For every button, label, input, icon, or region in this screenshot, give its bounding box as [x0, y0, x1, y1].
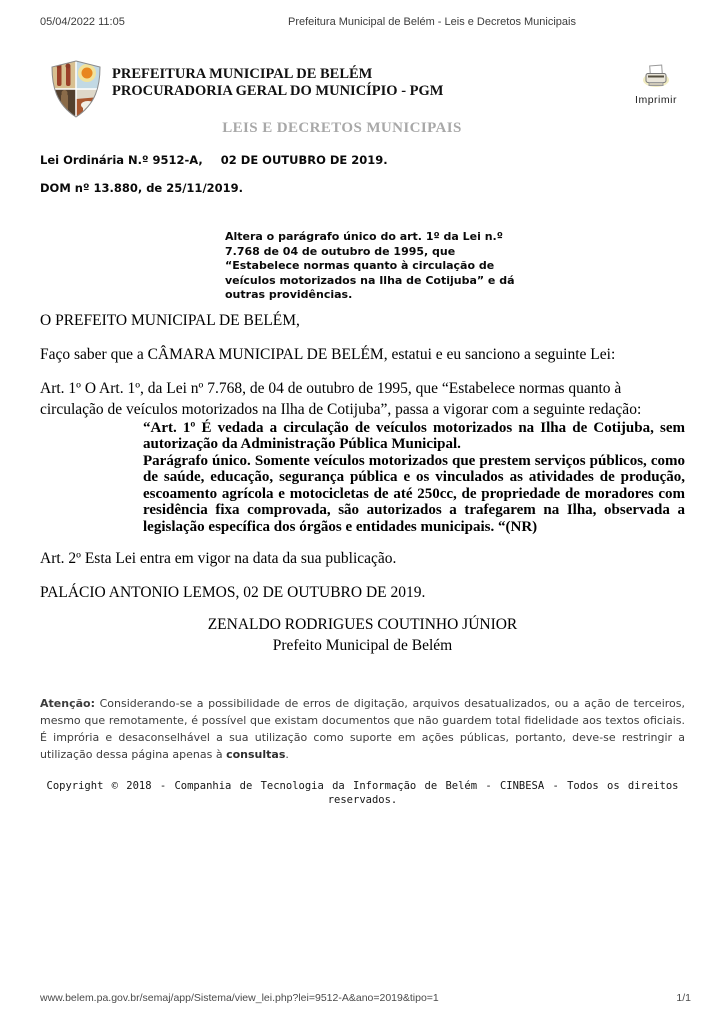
org-line-1: PREFEITURA MUNICIPAL DE BELÉM [112, 66, 373, 82]
signature-name: ZENALDO RODRIGUES COUTINHO JÚNIOR [207, 616, 518, 633]
law-number: Lei Ordinária N.º 9512-A, [40, 153, 203, 167]
print-footer-page-number: 1/1 [676, 992, 691, 1004]
quote-paragraph-1: “Art. 1º É vedada a circulação de veículos motorizados na Ilha de Cotijuba, sem autorização da Administração Pública Municipal. [143, 419, 685, 452]
signature-block [40, 614, 685, 656]
law-dom-line: DOM nº 13.880, de 25/11/2019. [40, 181, 244, 195]
print-footer-url: www.belem.pa.gov.br/semaj/app/Sistema/view_lei.php?lei=9512-A&ano=2019&tipo=1 [40, 992, 439, 1004]
law-article-1: Art. 1º O Art. 1º, da Lei nº 7.768, de 04 de outubro de 1995, que “Estabelece normas quanto à circulação de veículos motorizados na Ilha de Cotijuba”, passa a vigorar com a seguinte redação: [40, 379, 642, 418]
print-button[interactable] [628, 64, 684, 106]
org-name-lines [112, 66, 443, 100]
print-header-title: Prefeitura Municipal de Belém - Leis e Decretos Municipais [288, 16, 576, 28]
belem-coat-of-arms-logo [45, 58, 107, 125]
law-opening: O PREFEITO MUNICIPAL DE BELÉM, [40, 311, 300, 329]
law-number-line [40, 152, 685, 168]
law-article-2: Art. 2º Esta Lei entra em vigor na data da sua publicação. [40, 550, 397, 567]
law-quoted-text [143, 420, 685, 536]
attention-label: Atenção: [40, 697, 95, 710]
law-preamble: Faço saber que a CÂMARA MUNICIPAL DE BELÉM, estatui e eu sanciono a seguinte Lei: [40, 345, 616, 363]
attention-tail: . [285, 748, 289, 761]
org-line-2: PROCURADORIA GERAL DO MUNICÍPIO - PGM [112, 83, 444, 99]
signature-title: Prefeito Municipal de Belém [272, 637, 453, 654]
law-date: 02 DE OUTUBRO DE 2019. [220, 153, 388, 167]
print-button-label: Imprimir [635, 94, 677, 106]
attention-notice [40, 695, 685, 763]
masthead [45, 58, 690, 124]
copyright-line: Copyright © 2018 - Companhia de Tecnologia da Informação de Belém - CINBESA - Todos os direitos reservados. [46, 780, 679, 806]
attention-text: Considerando-se a possibilidade de erros de digitação, arquivos desatualizados, ou a ação de terceiros, mesmo que remotamente, é possível que existam documentos que não guardem total fidelidade aos textos oficiais. É imprória e desaconselhável a sua utilização como suporte em ações públicas, portanto, deve-se restringir a utilização dessa página apenas à [40, 697, 685, 761]
quote-paragraph-2: Parágrafo único. Somente veículos motorizados que prestem serviços públicos, como de saúde, educação, segurança pública e os vinculados as atividades de produção, escoamento agrícola e motocicletas de até 250cc, de propriedade de moradores com residência fixa comprovada, são autorizados a trafegarem na Ilha, observada a legislação específica dos órgãos e entidades municipais. “(NR) [143, 452, 685, 535]
law-ementa: Altera o parágrafo único do art. 1º da Lei n.º 7.768 de 04 de outubro de 1995, que “Estabelece normas quanto à circulação de veículos motorizados na Ilha de Cotijuba” e dá outras providências. [225, 230, 515, 301]
attention-emphasis: consultas [226, 748, 286, 761]
printer-icon [641, 75, 671, 92]
page-title: LEIS E DECRETOS MUNICIPAIS [222, 120, 462, 136]
print-header-datetime: 05/04/2022 11:05 [40, 16, 125, 28]
law-document [40, 152, 685, 807]
law-place-date: PALÁCIO ANTONIO LEMOS, 02 DE OUTUBRO DE 2019. [40, 584, 426, 601]
